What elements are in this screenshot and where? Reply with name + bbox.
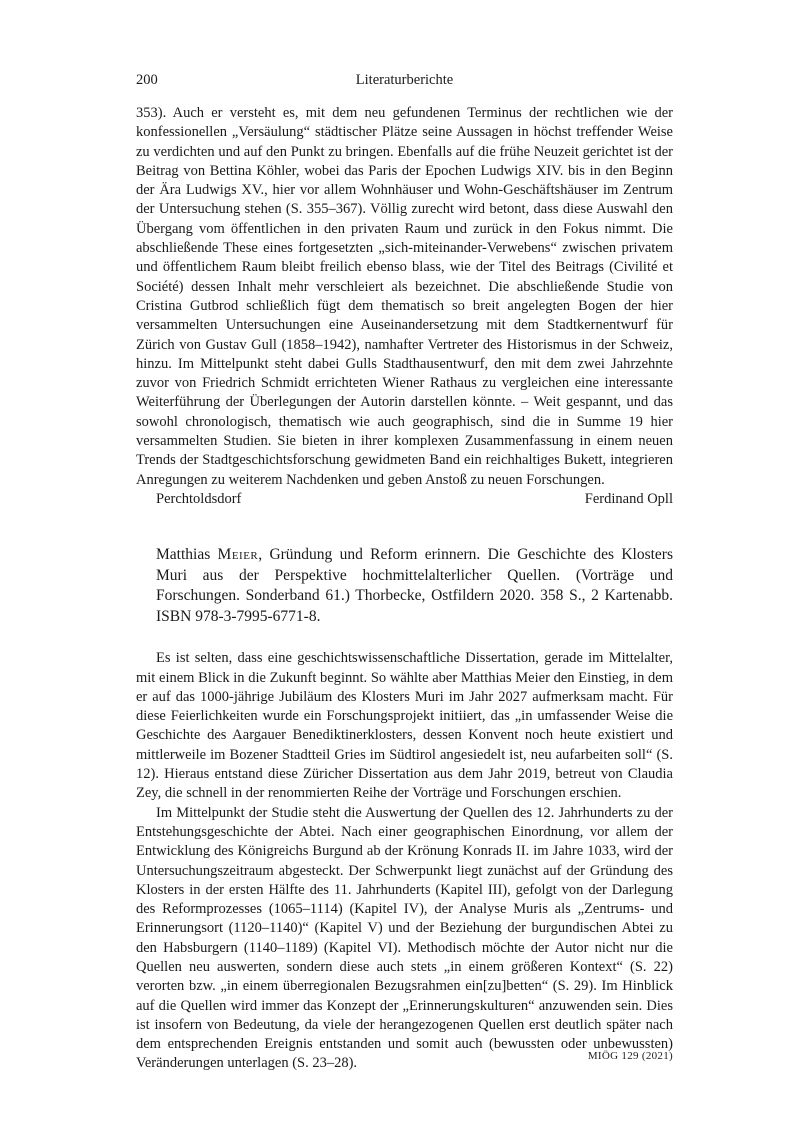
- bibliographic-entry: [136, 545, 673, 627]
- running-head: Literaturberichte: [355, 72, 454, 88]
- page-body: [136, 104, 673, 1074]
- review-signature: [136, 490, 673, 509]
- signature-reviewer: Ferdinand Opll: [584, 490, 673, 507]
- review-paragraph: Es ist selten, dass eine geschichtswissenschaftliche Dissertation, gerade im Mittelalter, mit einem Blick in die Zukunft beginnt. So wählte aber Matthias Meier den Einstieg, in dem er auf das 1000-jährige Jubiläum des Klosters Muri im Jahr 2027 aufmerksam macht. Für diese Feierlichkeiten wurde ein Forschungsprojekt initiiert, das „in umfassender Weise die Geschichte des Aargauer Benediktinerklosters, dessen Konvent noch heute existiert und mittlerweile im Bozener Stadtteil Gries im Südtirol angesiedelt ist, neu aufarbeiten soll“ (S. 12). Hieraus entstand diese Züricher Dissertation aus dem Jahr 2019, betreut von Claudia Zey, die schnell in der renommierten Reihe der Vorträge und Forschungen erschien.: [136, 650, 673, 802]
- entry-author-last: Meier: [217, 546, 259, 564]
- page-header: [136, 72, 673, 98]
- review-text: [136, 649, 673, 1074]
- signature-place: Perchtoldsdorf: [156, 490, 242, 507]
- journal-footer: MIÖG 129 (2021): [587, 1050, 673, 1062]
- entry-citation: , Gründung und Reform erinnern. Die Geschichte des Klosters Muri aus der Perspektive hochmittelalterlicher Quellen. (Vorträge und Forschungen. Sonderband 61.) Thorbecke, Ostfildern 2020. 358 S., 2 Kartenabb. ISBN 978-3-7995-6771-8.: [156, 546, 674, 625]
- entry-author-first: Matthias: [156, 546, 211, 564]
- review-paragraph: Im Mittelpunkt der Studie steht die Auswertung der Quellen des 12. Jahrhunderts zu der Entstehungsgeschichte der Abtei. Nach einer geographischen Einordnung, vor allem der Entwicklung des Königreichs Burgund ab der Krönung Konrads II. im Jahre 1033, wird der Untersuchungszeitraum abgesteckt. Der Schwerpunkt liegt zunächst auf der Gründung des Klosters in der ersten Hälfte des 11. Jahrhunderts (Kapitel III), gefolgt von der Darlegung des Reformprozesses (1065–1114) (Kapitel IV), der Analyse Muris als „Zentrums- und Erinnerungsort (1120–1140)“ (Kapitel V) und der Beziehung der burgundischen Abtei zu den Habsburgern (1140–1189) (Kapitel VI). Methodisch möchte der Autor nicht nur die Quellen neu auswerten, sondern diese auch stets „in einem größeren Kontext“ (S. 22) verorten bzw. „in einem überregionalen Bezugsrahmen ein[zu]betten“ (S. 29). Im Hinblick auf die Quellen wird immer das Konzept der „Erinnerungskulturen“ anzuwenden sein. Dies ist insofern von Bedeutung, da viele der herangezogenen Quellen erst deutlich später nach dem entsprechenden Ereignis entstanden und somit auch (bewussten oder unbewussten) Veränderungen unterlagen (S. 23–28).: [136, 804, 673, 1072]
- page-number: 200: [136, 72, 158, 88]
- continuation-paragraph: 353). Auch er versteht es, mit dem neu gefundenen Terminus der rechtlichen wie der konfessionellen „Versäulung“ städtischer Plätze seine Aussagen in höchst treffender Weise zu verdichten und auf den Punkt zu bringen. Ebenfalls auf die frühe Neuzeit gerichtet ist der Beitrag von Bettina Köhler, wobei das Paris der Epochen Ludwigs XIV. bis in den Beginn der Ära Ludwigs XV., hier vor allem Wohnhäuser und Wohn-Geschäftshäuser im Zentrum der Untersuchung stehen (S. 355–367). Völlig zurecht wird betont, dass diese Auswahl den Übergang vom öffentlichen in den privaten Raum und zurück in den Fokus nimmt. Die abschließende These eines fortgesetzten „sich-miteinander-Verwebens“ zwischen privatem und öffentlichem Raum bleibt freilich ebenso blass, wie der Titel des Beitrags (Civilité et Société) dessen Inhalt mehr verschleiert als bezeichnet. Die abschließende Studie von Cristina Gutbrod schließlich fügt dem thematisch so breit angelegten Bogen der hier versammelten Untersuchungen eine Auseinandersetzung mit dem Stadtkernentwurf für Zürich von Gustav Gull (1858–1942), namhafter Vertreter des Historismus in der Schweiz, hinzu. Im Mittelpunkt steht dabei Gulls Stadthausentwurf, den mit dem zwei Jahrzehnte zuvor von Friedrich Schmidt errichteten Wiener Rathaus zu vergleichen eine interessante Weiterführung der Überlegungen der Autorin darstellen könnte. – Weit gespannt, und das sowohl chronologisch, thematisch wie auch geographisch, sind die in Summe 19 hier versammelten Studien. Sie bieten in ihrer komplexen Zusammenfassung in einem neuen Trends der Stadtgeschichtsforschung gewidmeten Band ein reichhaltiges Bukett, integrieren Anregungen zu weiterem Nachdenken und geben Anstoß zu neuen Forschungen.: [136, 105, 673, 488]
